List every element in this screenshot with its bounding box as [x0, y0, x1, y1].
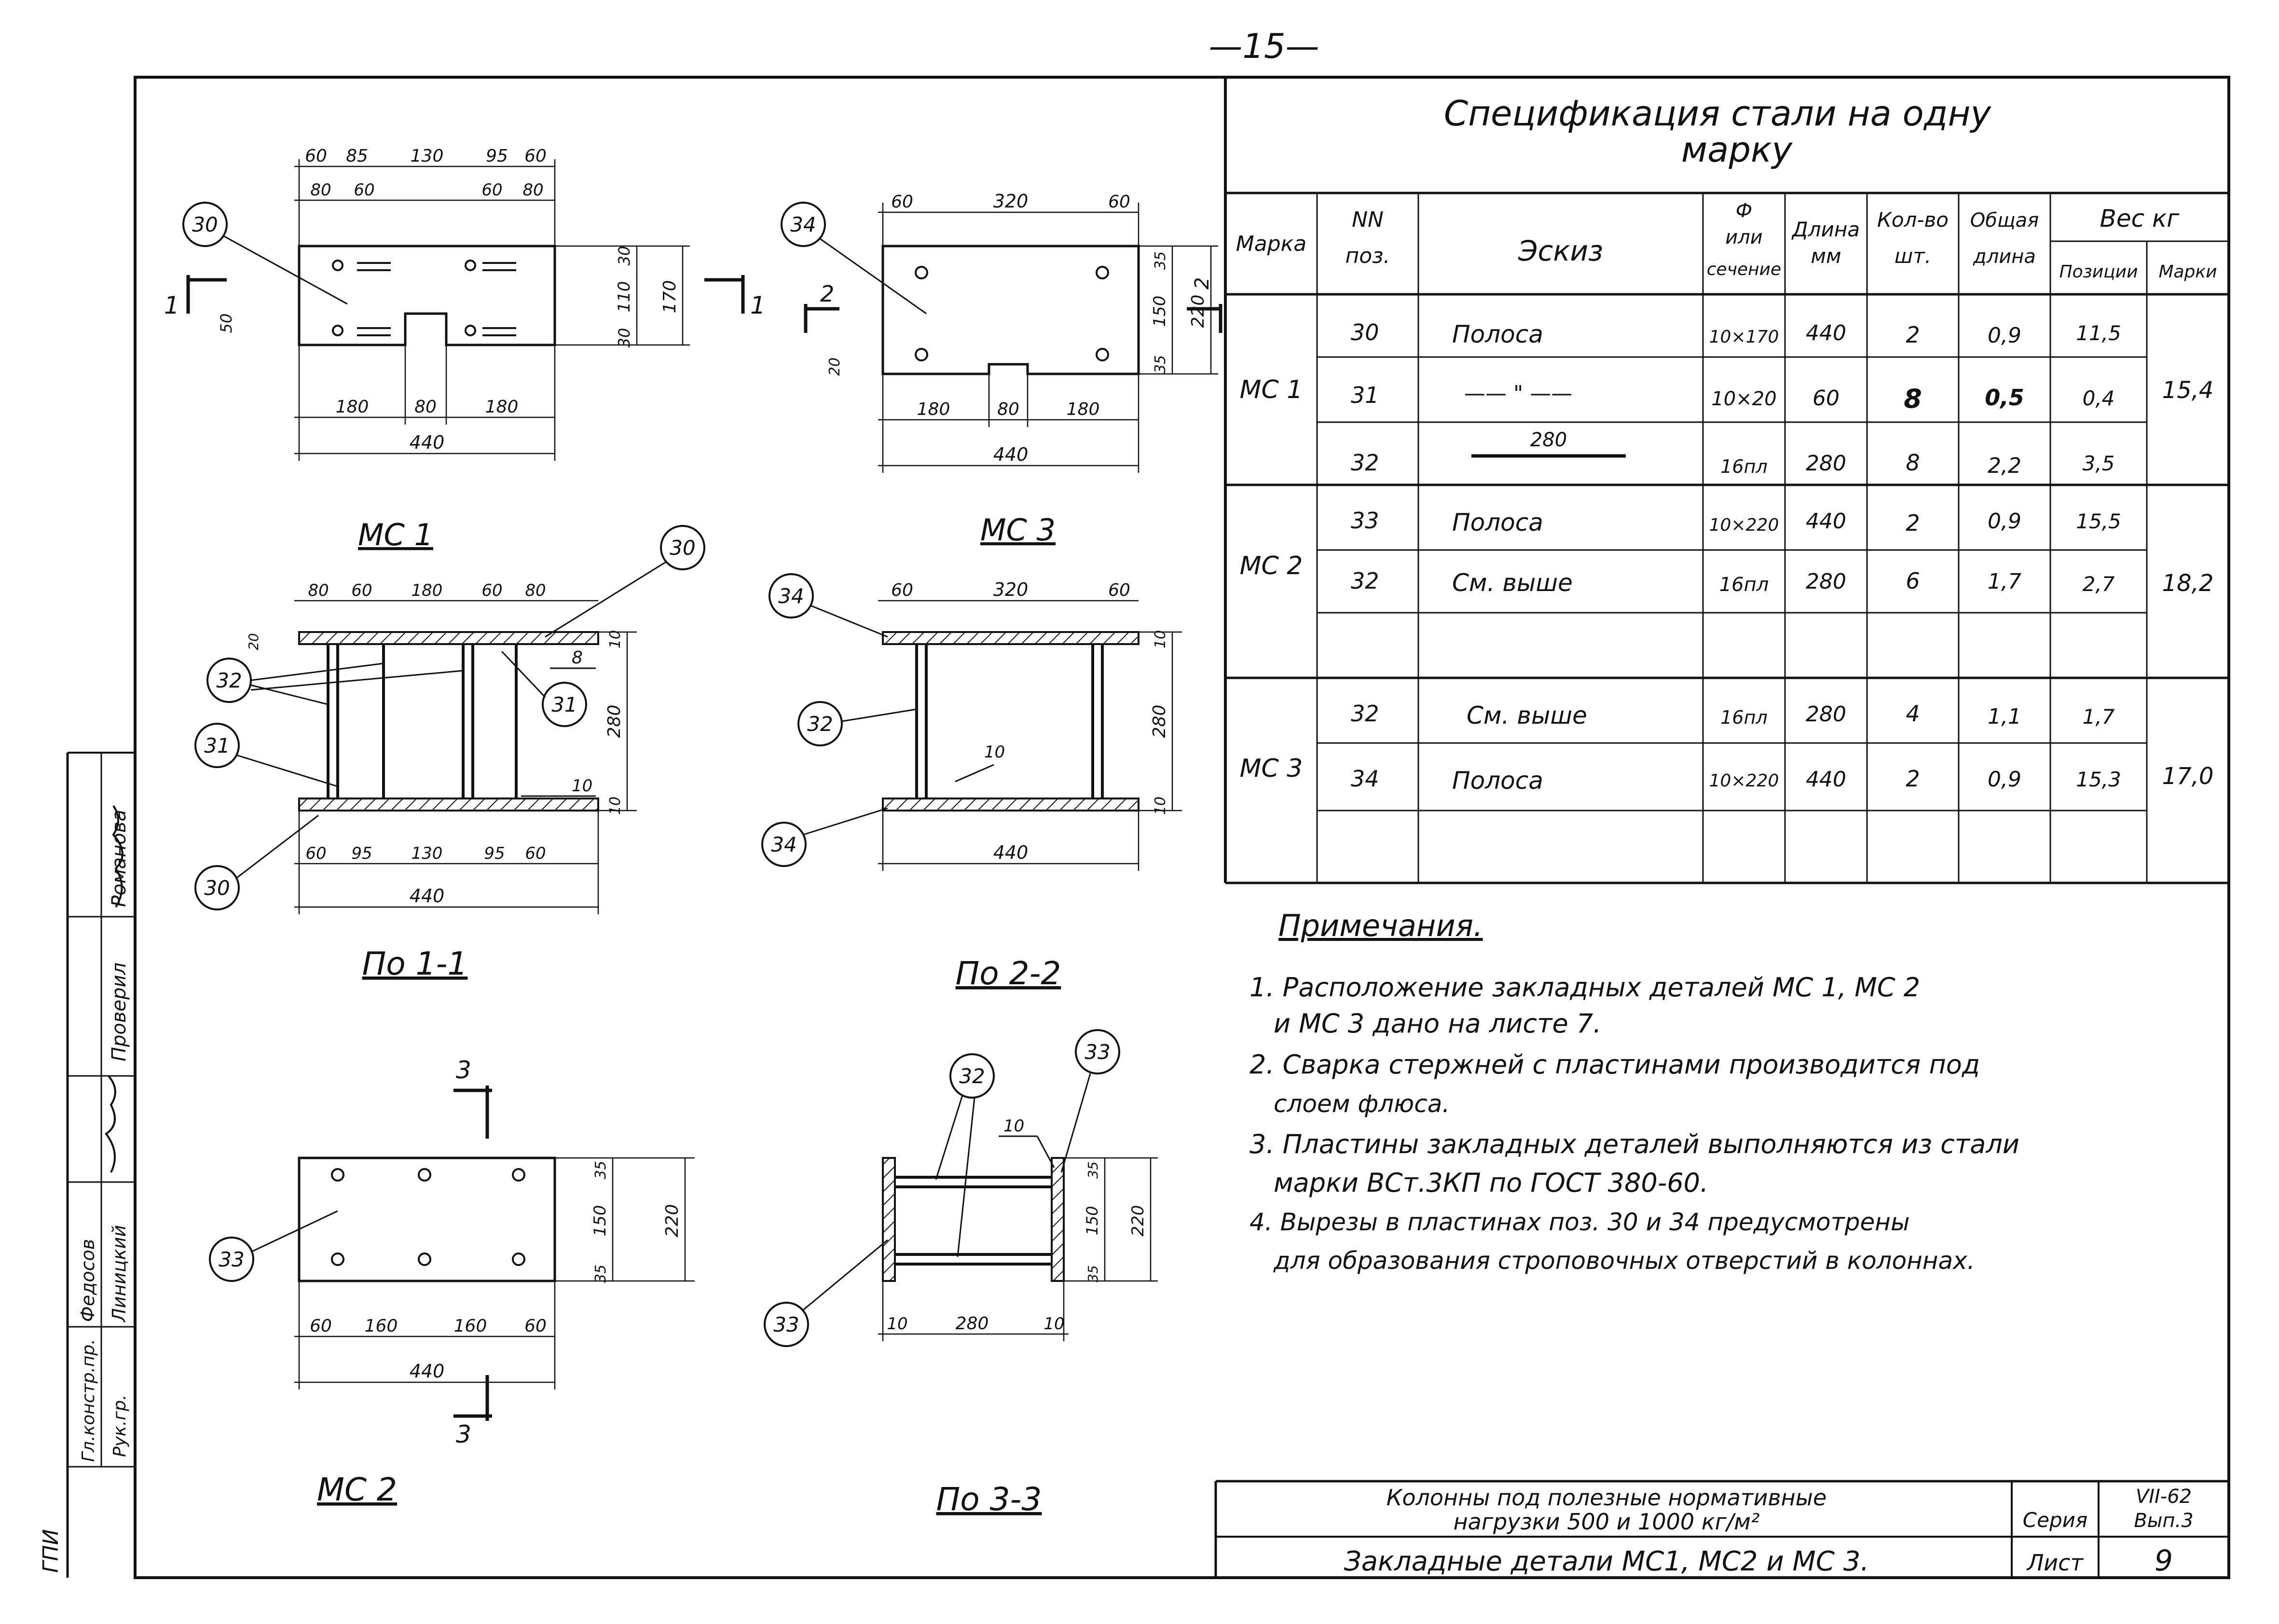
- svg-text:ГПИ: ГПИ: [39, 1529, 63, 1573]
- page-number: —15—: [1208, 27, 1319, 66]
- svg-text:180: 180: [335, 397, 369, 417]
- svg-text:Полоса: Полоса: [1452, 320, 1543, 348]
- header-total-b: длина: [1973, 246, 2036, 268]
- svg-text:10: 10: [1152, 630, 1169, 649]
- svg-text:440: 440: [1806, 767, 1846, 792]
- svg-text:35: 35: [1085, 1161, 1101, 1179]
- svg-text:80: 80: [522, 180, 544, 200]
- svg-text:80: 80: [310, 180, 331, 200]
- svg-text:10: 10: [572, 776, 593, 796]
- svg-text:440: 440: [409, 1361, 445, 1382]
- project-name-1: Колонны под полезные нормативные: [1386, 1485, 1827, 1511]
- svg-text:60: 60: [354, 180, 375, 200]
- svg-text:60: 60: [1108, 580, 1130, 600]
- svg-text:2. Сварка стержней с пластинам: 2. Сварка стержней с пластинами производится под: [1249, 1049, 1980, 1080]
- svg-text:4. Вырезы в пластинах поз. 30: 4. Вырезы в пластинах поз. 30 и 34 предусмотрены: [1249, 1208, 1910, 1236]
- caption-mc3: МС 3: [980, 512, 1056, 548]
- drawing-mc2: [210, 1056, 695, 1508]
- svg-text:16пл: 16пл: [1719, 574, 1769, 596]
- drawing-sec33: [765, 1030, 1158, 1518]
- svg-text:440: 440: [993, 444, 1029, 465]
- svg-text:130: 130: [411, 844, 443, 863]
- svg-text:3,5: 3,5: [2082, 452, 2115, 475]
- mark-mc2: МС 2: [1239, 551, 1303, 580]
- header-weight: Вес кг: [2100, 205, 2180, 233]
- svg-text:180: 180: [411, 581, 443, 600]
- svg-text:60: 60: [481, 581, 503, 600]
- svg-text:33: 33: [1351, 508, 1379, 534]
- sheet-number: 9: [2154, 1544, 2173, 1578]
- header-section-a: Ф: [1735, 200, 1753, 222]
- svg-text:30: 30: [670, 536, 696, 560]
- svg-text:16пл: 16пл: [1720, 456, 1768, 477]
- svg-text:Федосов: Федосов: [77, 1239, 98, 1322]
- svg-text:30: 30: [615, 328, 633, 348]
- svg-text:0,5: 0,5: [1985, 385, 2024, 411]
- svg-text:10: 10: [607, 796, 624, 815]
- header-mark: Марка: [1236, 232, 1307, 256]
- table-row: [1351, 568, 2115, 597]
- svg-text:2,2: 2,2: [1988, 454, 2021, 478]
- svg-text:33: 33: [1085, 1040, 1111, 1064]
- svg-text:2: 2: [1191, 277, 1213, 289]
- svg-text:15,5: 15,5: [2076, 509, 2121, 533]
- svg-text:3. Пластины закладных деталей: 3. Пластины закладных деталей выполняются из стали: [1249, 1129, 2019, 1159]
- spec-table: [1225, 77, 2229, 883]
- svg-text:35: 35: [1152, 355, 1169, 374]
- svg-text:30: 30: [615, 246, 633, 266]
- svg-text:и МС 3 дано на листе 7.: и МС 3 дано на листе 7.: [1274, 1008, 1602, 1039]
- svg-text:32: 32: [216, 669, 242, 692]
- svg-text:10: 10: [1152, 796, 1169, 815]
- header-pos-b: поз.: [1345, 244, 1390, 268]
- table-row: [1351, 319, 2121, 348]
- svg-text:2: 2: [820, 281, 835, 307]
- svg-text:34: 34: [790, 213, 816, 236]
- svg-text:280: 280: [1530, 429, 1567, 451]
- svg-text:95: 95: [486, 146, 508, 166]
- svg-text:10×170: 10×170: [1709, 327, 1779, 347]
- svg-text:—— " ——: —— " ——: [1464, 381, 1573, 406]
- svg-text:60: 60: [891, 580, 913, 600]
- svg-text:15,3: 15,3: [2076, 768, 2121, 791]
- svg-text:10×220: 10×220: [1709, 515, 1779, 535]
- header-weight-pos: Позиции: [2059, 262, 2138, 282]
- svg-text:Линицкий: Линицкий: [109, 1225, 130, 1322]
- svg-text:280: 280: [1806, 569, 1846, 594]
- caption-sec33: По 3-3: [936, 1481, 1042, 1518]
- svg-text:95: 95: [351, 844, 372, 863]
- svg-text:6: 6: [1906, 568, 1920, 594]
- svg-text:440: 440: [1806, 321, 1846, 345]
- svg-text:60: 60: [351, 581, 372, 600]
- svg-text:Романова: Романова: [108, 810, 130, 907]
- svg-text:30: 30: [1351, 319, 1379, 345]
- svg-text:10×20: 10×20: [1711, 388, 1777, 410]
- svg-text:Рук.гр.: Рук.гр.: [110, 1394, 130, 1457]
- svg-text:2: 2: [1906, 510, 1920, 536]
- svg-text:10: 10: [1043, 1314, 1065, 1334]
- svg-text:440: 440: [409, 885, 445, 907]
- header-sketch: Эскиз: [1518, 234, 1603, 267]
- mark-mc1-weight: 15,4: [2162, 377, 2214, 404]
- svg-text:1: 1: [164, 291, 179, 319]
- svg-text:8: 8: [572, 648, 583, 668]
- spec-title-2: марку: [1681, 129, 1793, 170]
- series-value-2: Вып.3: [2134, 1510, 2194, 1532]
- svg-text:33: 33: [773, 1313, 799, 1336]
- svg-text:Полоса: Полоса: [1452, 509, 1543, 537]
- svg-text:11,5: 11,5: [2076, 321, 2121, 345]
- sheet-title: Закладные детали МС1, МС2 и МС 3.: [1344, 1546, 1869, 1577]
- svg-text:85: 85: [346, 146, 368, 166]
- svg-text:32: 32: [959, 1064, 985, 1088]
- header-length-a: Длина: [1792, 218, 1860, 241]
- svg-text:1,7: 1,7: [1988, 569, 2021, 594]
- series-value-1: VII-62: [2135, 1486, 2192, 1508]
- svg-text:31: 31: [551, 693, 577, 716]
- caption-mc1: МС 1: [358, 517, 433, 552]
- svg-text:См. выше: См. выше: [1467, 702, 1587, 729]
- svg-text:35: 35: [592, 1160, 609, 1180]
- svg-text:1: 1: [750, 291, 766, 319]
- svg-text:слоем флюса.: слоем флюса.: [1274, 1090, 1450, 1118]
- svg-text:10: 10: [607, 630, 624, 649]
- svg-text:35: 35: [592, 1264, 609, 1283]
- caption-mc2: МС 2: [317, 1471, 397, 1508]
- svg-text:марки ВСт.3КП по ГОСТ 380-60.: марки ВСт.3КП по ГОСТ 380-60.: [1274, 1168, 1709, 1198]
- svg-text:150: 150: [1150, 295, 1169, 327]
- notes-heading: Примечания.: [1278, 908, 1483, 943]
- svg-text:35: 35: [1152, 251, 1169, 270]
- svg-text:0,9: 0,9: [1988, 509, 2021, 534]
- svg-text:220: 220: [1188, 294, 1208, 328]
- sheet-label: Лист: [2027, 1550, 2084, 1576]
- title-block: [1216, 1481, 2229, 1578]
- svg-text:8: 8: [1906, 450, 1920, 476]
- svg-text:16пл: 16пл: [1720, 707, 1768, 728]
- svg-text:280: 280: [955, 1314, 989, 1334]
- svg-text:80: 80: [525, 581, 546, 600]
- svg-text:35: 35: [1085, 1265, 1101, 1282]
- svg-text:31: 31: [204, 734, 230, 757]
- header-total-a: Общая: [1970, 209, 2039, 232]
- svg-text:60: 60: [891, 192, 913, 212]
- svg-text:50: 50: [217, 313, 235, 333]
- svg-text:30: 30: [192, 213, 218, 236]
- svg-text:80: 80: [414, 397, 437, 417]
- svg-text:110: 110: [615, 281, 634, 313]
- svg-text:180: 180: [917, 399, 950, 419]
- svg-text:32: 32: [807, 712, 833, 736]
- spec-title: Спецификация стали на одну: [1443, 93, 1991, 134]
- svg-text:1. Расположение закладных дета: 1. Расположение закладных деталей МС 1, МС 2: [1249, 972, 1921, 1003]
- svg-text:180: 180: [1066, 399, 1100, 419]
- svg-text:34: 34: [771, 833, 797, 856]
- series-label: Серия: [2022, 1508, 2088, 1532]
- svg-text:0,9: 0,9: [1988, 767, 2021, 792]
- sheet-frame: [135, 77, 2229, 1578]
- svg-text:320: 320: [993, 579, 1029, 600]
- svg-text:60: 60: [310, 1316, 332, 1336]
- caption-sec22: По 2-2: [955, 955, 1061, 992]
- notes: [1249, 908, 2019, 1275]
- mark-mc1: МС 1: [1239, 375, 1303, 404]
- svg-text:60: 60: [524, 1316, 547, 1336]
- svg-text:60: 60: [1108, 192, 1130, 212]
- svg-text:180: 180: [485, 397, 519, 417]
- header-weight-mark: Марки: [2158, 262, 2217, 282]
- header-pos-a: NN: [1352, 207, 1384, 232]
- svg-text:34: 34: [778, 584, 804, 608]
- svg-text:60: 60: [524, 146, 547, 166]
- signature-mark: [106, 1076, 115, 1172]
- table-row: [1351, 508, 2121, 537]
- svg-text:440: 440: [993, 842, 1029, 863]
- svg-text:1,7: 1,7: [2082, 705, 2115, 729]
- svg-text:280: 280: [604, 704, 624, 738]
- svg-text:10×220: 10×220: [1709, 771, 1779, 791]
- drawing-mc3: [782, 191, 1221, 548]
- table-row: [1351, 381, 2114, 414]
- svg-text:2: 2: [1906, 766, 1920, 792]
- svg-text:60: 60: [305, 844, 327, 863]
- svg-text:60: 60: [305, 146, 327, 166]
- svg-text:280: 280: [1806, 451, 1846, 476]
- svg-text:150: 150: [590, 1205, 610, 1237]
- mark-mc2-weight: 18,2: [2162, 570, 2214, 597]
- header-qty-b: шт.: [1894, 244, 1932, 268]
- svg-text:0,4: 0,4: [2082, 386, 2115, 410]
- drawing-mc1: [164, 146, 766, 552]
- svg-text:1,1: 1,1: [1988, 704, 2021, 729]
- svg-text:32: 32: [1351, 568, 1379, 594]
- svg-text:130: 130: [410, 146, 444, 166]
- svg-text:95: 95: [484, 844, 505, 863]
- header-section-c: сечение: [1706, 260, 1782, 279]
- header-section-b: или: [1725, 226, 1763, 248]
- mark-mc3-weight: 17,0: [2162, 763, 2214, 790]
- svg-text:80: 80: [308, 581, 329, 600]
- svg-text:3: 3: [456, 1056, 471, 1084]
- mark-mc3: МС 3: [1239, 754, 1303, 783]
- svg-text:440: 440: [1806, 509, 1846, 534]
- svg-text:80: 80: [997, 399, 1019, 419]
- svg-text:20: 20: [826, 357, 843, 376]
- drawing-sec11: [195, 526, 704, 982]
- caption-sec11: По 1-1: [362, 945, 468, 982]
- svg-text:220: 220: [1128, 1205, 1148, 1237]
- svg-text:32: 32: [1351, 701, 1379, 727]
- svg-text:150: 150: [1083, 1206, 1101, 1236]
- svg-text:34: 34: [1351, 766, 1379, 792]
- table-row: [1351, 701, 2115, 729]
- svg-text:2,7: 2,7: [2082, 572, 2115, 596]
- header-qty-a: Кол-во: [1877, 208, 1949, 232]
- svg-text:См. выше: См. выше: [1452, 569, 1573, 597]
- svg-text:для образования строповочных о: для образования строповочных отверстий в колоннах.: [1274, 1247, 1975, 1275]
- svg-text:20: 20: [246, 633, 261, 650]
- svg-text:30: 30: [204, 876, 230, 900]
- svg-text:10: 10: [1003, 1116, 1025, 1136]
- svg-text:320: 320: [993, 191, 1029, 212]
- table-row: [1351, 766, 2121, 795]
- svg-text:3: 3: [456, 1420, 471, 1448]
- plate-mc2: [299, 1158, 555, 1281]
- svg-text:60: 60: [481, 180, 503, 200]
- drawing-sec22: [762, 574, 1182, 992]
- svg-text:10: 10: [887, 1314, 908, 1334]
- header-length-b: мм: [1811, 244, 1841, 268]
- svg-text:60: 60: [525, 844, 546, 863]
- svg-text:2: 2: [1906, 322, 1920, 348]
- svg-text:440: 440: [409, 432, 445, 453]
- svg-text:Полоса: Полоса: [1452, 767, 1543, 795]
- svg-text:31: 31: [1351, 382, 1379, 408]
- svg-text:Проверил: Проверил: [108, 962, 130, 1061]
- svg-text:8: 8: [1904, 384, 1922, 414]
- svg-text:280: 280: [1806, 702, 1846, 727]
- svg-text:10: 10: [984, 743, 1005, 762]
- svg-text:32: 32: [1351, 450, 1379, 476]
- project-name-2: нагрузки 500 и 1000 кг/м²: [1453, 1509, 1760, 1535]
- svg-text:220: 220: [662, 1204, 682, 1238]
- svg-text:280: 280: [1150, 704, 1169, 738]
- svg-text:0,9: 0,9: [1988, 323, 2021, 348]
- svg-text:160: 160: [364, 1316, 398, 1336]
- svg-text:160: 160: [453, 1316, 487, 1336]
- table-row: [1351, 429, 2114, 478]
- svg-text:Гл.констр.пр.: Гл.констр.пр.: [79, 1339, 98, 1462]
- svg-text:4: 4: [1906, 701, 1920, 727]
- svg-text:170: 170: [660, 280, 680, 314]
- side-stamp: [39, 753, 135, 1573]
- svg-text:60: 60: [1812, 386, 1840, 411]
- svg-text:33: 33: [219, 1248, 245, 1271]
